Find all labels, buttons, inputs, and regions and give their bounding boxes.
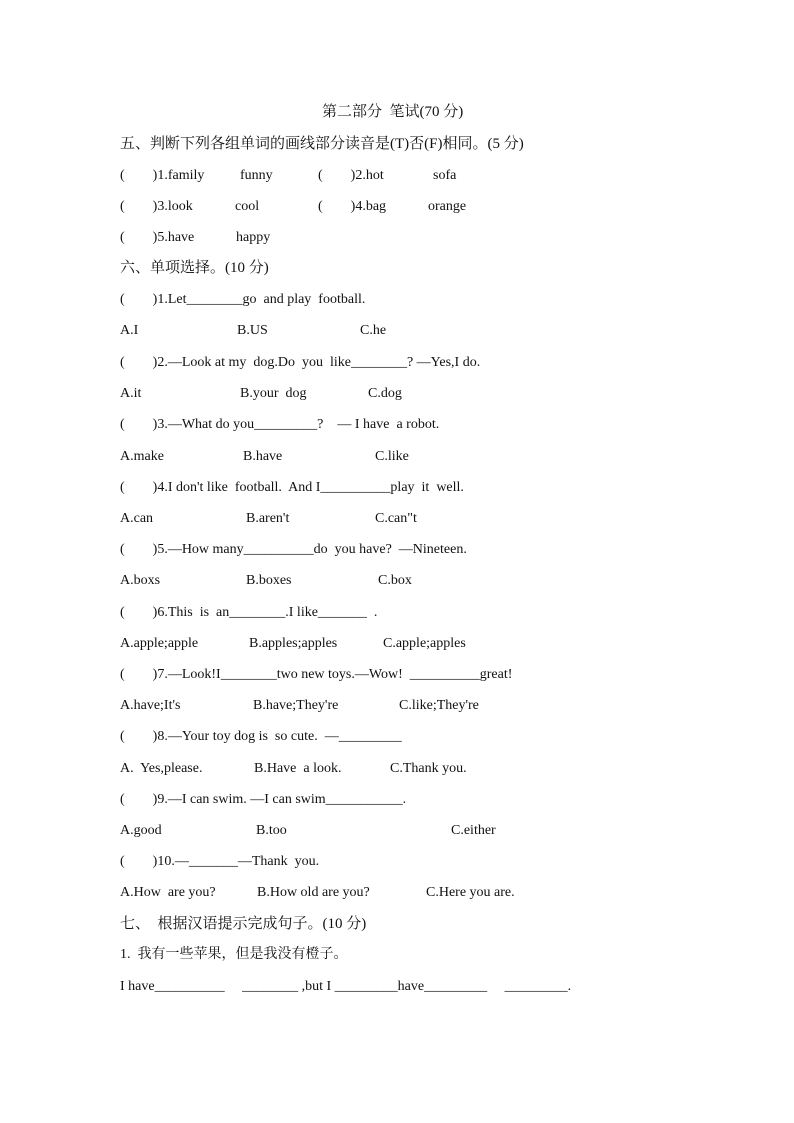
s6-q1-option-a: A.I xyxy=(120,323,139,338)
s6-q4-option-a: A.can xyxy=(120,511,154,526)
s6-q8-option-a: A. Yes,please. xyxy=(120,761,203,776)
s6-q8-option-b: B.Have a look. xyxy=(254,761,342,776)
s5-item-2-word: sofa xyxy=(433,168,457,183)
s5-item-3-question: ( )3.look xyxy=(120,199,193,214)
s6-q10-option-a: A.How are you? xyxy=(120,885,216,900)
section-5-heading: 五、判断下列各组单词的画线部分读音是(T)否(F)相同。(5 分) xyxy=(120,136,524,152)
s6-q1-option-b: B.US xyxy=(237,323,268,338)
s6-q10-option-c: C.Here you are. xyxy=(426,885,515,900)
s5-item-2-question: ( )2.hot xyxy=(318,168,384,183)
s6-q1-option-c: C.he xyxy=(360,323,387,338)
s6-q9-option-b: B.too xyxy=(256,823,287,838)
s6-q2-option-b: B.your dog xyxy=(240,386,307,401)
s6-q7-option-c: C.like;They're xyxy=(399,698,479,713)
s5-item-3-word: cool xyxy=(235,199,260,214)
s7-q1-answer-line: I have__________ ________ ,but I _________have_________ _________. xyxy=(120,979,572,994)
s6-q9-option-a: A.good xyxy=(120,823,162,838)
s6-q7-option-b: B.have;They're xyxy=(253,698,339,713)
s5-item-4-question: ( )4.bag xyxy=(318,199,387,214)
s6-q5-option-b: B.boxes xyxy=(246,573,292,588)
s6-q8-option-c: C.Thank you. xyxy=(390,761,467,776)
s6-q9-option-c: C.either xyxy=(451,823,496,838)
s6-q9-stem: ( )9.—I can swim. —I can swim___________. xyxy=(120,792,407,807)
s5-item-5-question: ( )5.have xyxy=(120,230,195,245)
s6-q6-option-b: B.apples;apples xyxy=(249,636,338,651)
s6-q2-option-c: C.dog xyxy=(368,386,402,401)
s6-q8-stem: ( )8.—Your toy dog is so cute. —_________ xyxy=(120,729,402,744)
s6-q3-option-a: A.make xyxy=(120,449,164,464)
s6-q3-option-c: C.like xyxy=(375,449,409,464)
s5-item-1-question: ( )1.family xyxy=(120,168,205,183)
s6-q1-stem: ( )1.Let________go and play football. xyxy=(120,292,366,307)
s6-q2-option-a: A.it xyxy=(120,386,142,401)
s7-q1-prompt: 1. 我有一些苹果，但是我没有橙子。 xyxy=(120,947,348,962)
s6-q10-option-b: B.How old are you? xyxy=(257,885,370,900)
s6-q4-option-c: C.can"t xyxy=(375,511,417,526)
section-6-heading: 六、单项选择。(10 分) xyxy=(120,260,269,276)
s6-q4-stem: ( )4.I don't like football. And I__________play it well. xyxy=(120,480,464,495)
s6-q6-option-a: A.apple;apple xyxy=(120,636,199,651)
s6-q5-stem: ( )5.—How many__________do you have? —Nineteen. xyxy=(120,542,467,557)
s5-item-1-word: funny xyxy=(240,168,273,183)
s6-q3-stem: ( )3.—What do you_________? — I have a robot. xyxy=(120,417,440,432)
section-7-heading: 七、 根据汉语提示完成句子。(10 分) xyxy=(120,916,367,932)
s6-q4-option-b: B.aren't xyxy=(246,511,290,526)
s6-q6-stem: ( )6.This is an________.I like_______ . xyxy=(120,605,378,620)
s6-q5-option-a: A.boxs xyxy=(120,573,161,588)
s5-item-5-word: happy xyxy=(236,230,271,245)
s6-q10-stem: ( )10.—_______—Thank you. xyxy=(120,854,320,869)
s6-q7-option-a: A.have;It's xyxy=(120,698,181,713)
s6-q7-stem: ( )7.—Look!I________two new toys.—Wow! __________great! xyxy=(120,667,513,682)
s6-q5-option-c: C.box xyxy=(378,573,412,588)
s6-q3-option-b: B.have xyxy=(243,449,283,464)
s6-q2-stem: ( )2.—Look at my dog.Do you like________? —Yes,I do. xyxy=(120,355,481,370)
s6-q6-option-c: C.apple;apples xyxy=(383,636,466,651)
s5-item-4-word: orange xyxy=(428,199,467,214)
part-title: 第二部分 笔试(70 分) xyxy=(322,104,464,120)
